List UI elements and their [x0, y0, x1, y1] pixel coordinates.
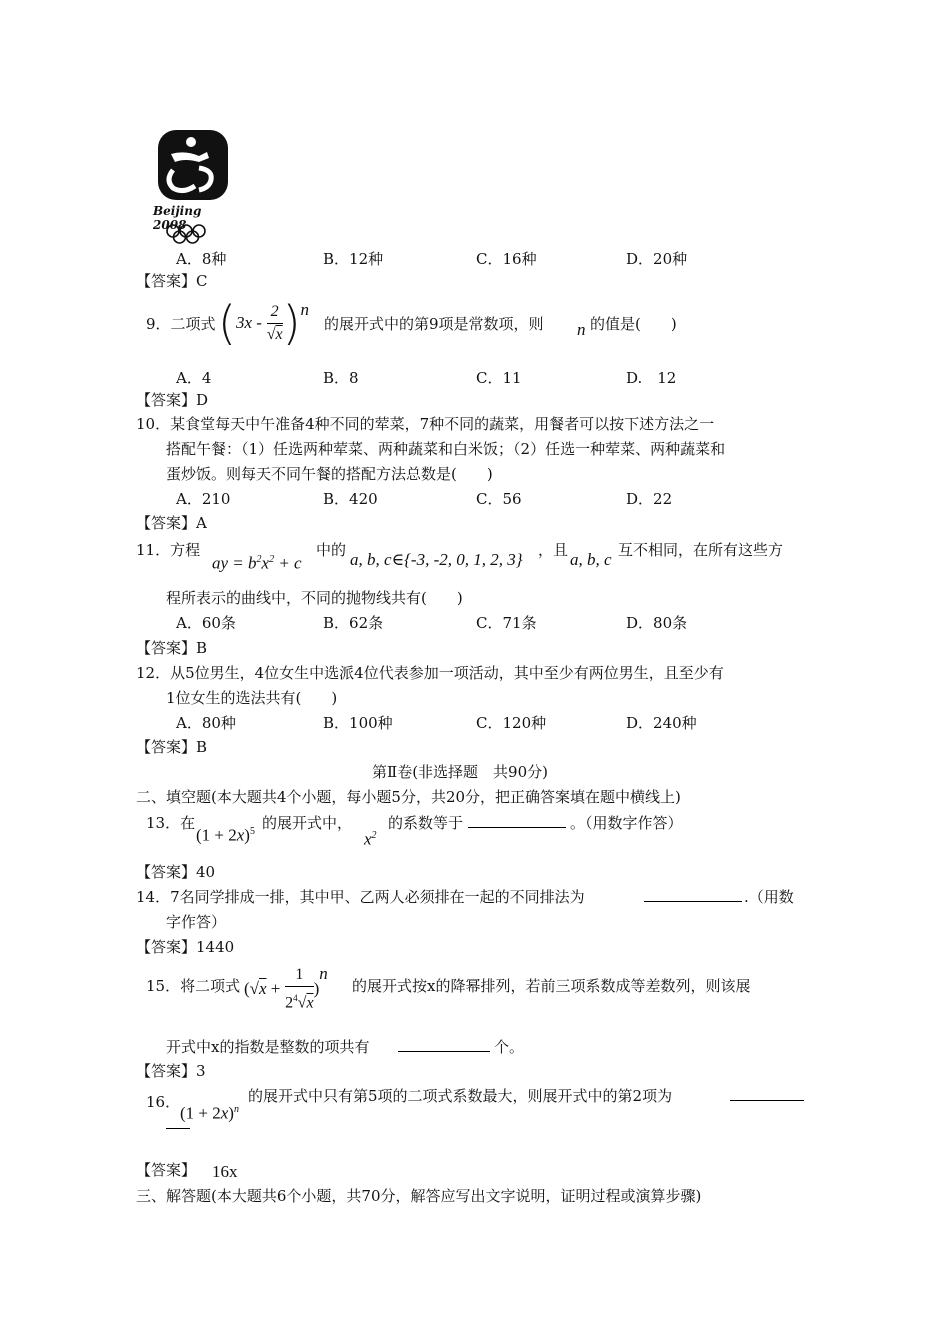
q10-option-a: A．210	[176, 490, 231, 508]
q11-mid: 中的	[316, 541, 347, 559]
q11-answer: 【答案】B	[136, 639, 208, 657]
q12-answer: 【答案】B	[136, 738, 208, 756]
q10-option-b: B．420	[323, 490, 378, 508]
q9-option-a: A．4	[176, 369, 212, 387]
q15-blank	[398, 1037, 490, 1057]
q13-tail: 的系数等于	[388, 814, 464, 832]
q13-answer: 【答案】40	[136, 863, 216, 881]
section-2-title: 第Ⅱ卷(非选择题 共90分)	[372, 763, 548, 781]
q11-equation: ay = $b^2x^2 + c$	[212, 553, 302, 573]
q9-answer: 【答案】D	[136, 391, 209, 409]
q10-option-c: C．56	[476, 490, 522, 508]
q12-option-c: C．120种	[476, 714, 547, 732]
q9-binomial-formula: (3x - $\frac{2}{√x}$ )$^n$	[218, 296, 310, 350]
q16-binomial: $(1 + 2x)^n$	[180, 1103, 239, 1123]
q13-x-squared: $x^2$	[364, 829, 377, 849]
q15-binomial-formula: (√x + $\frac{1}{2^4√x}$ )$^n$	[244, 964, 328, 1012]
q11-option-a: A．60条	[176, 614, 236, 632]
q16-prefix: 16．	[146, 1093, 181, 1111]
q8-option-a: A．8种	[176, 250, 227, 268]
q12-option-d: D．240种	[626, 714, 697, 732]
q13-binomial: $(1 + 2x)^5$	[196, 825, 255, 845]
q9-option-b: B．8	[323, 369, 359, 387]
q10-line-3: 蛋炒饭。则每天不同午餐的搭配方法总数是( )	[166, 465, 493, 483]
q16-blank-line-2	[166, 1114, 190, 1134]
q8-option-b: B．12种	[323, 250, 384, 268]
q14-end: .（用数	[744, 888, 794, 906]
beijing-2008-logo	[155, 128, 233, 246]
q16-tail: 的展开式中只有第5项的二项式系数最大，则展开式中的第2项为	[248, 1087, 673, 1105]
q13-prefix: 13．在	[146, 814, 196, 832]
q13-blank	[468, 813, 566, 833]
q9-prefix: 9．二项式	[146, 315, 216, 333]
q14-line-2: 字作答）	[166, 913, 227, 931]
q10-line-1: 10．某食堂每天中午准备4种不同的荤菜，7种不同的蔬菜，用餐者可以按下述方法之一	[136, 415, 715, 433]
q9-option-d: D. 12	[626, 369, 677, 387]
q8-answer: 【答案】C	[136, 272, 208, 290]
logo-text: Beijing 2008	[153, 204, 202, 232]
q9-var-n: n	[577, 320, 586, 339]
q13-end: 。（用数字作答）	[570, 814, 683, 832]
q9-tail: 的值是( )	[590, 315, 677, 333]
q11-set: a, b, c∈{-3, -2, 0, 1, 2, 3}	[350, 550, 523, 569]
q11-tail: 互不相同，在所有这些方	[618, 541, 784, 559]
q15-line-2b: 个。	[494, 1038, 525, 1056]
q12-option-b: B．100种	[323, 714, 393, 732]
q16-answer-label: 【答案】	[136, 1161, 197, 1179]
q11-line-2: 程所表示的曲线中，不同的抛物线共有( )	[166, 589, 463, 607]
q9-text: 的展开式中的第9项是常数项，则	[324, 315, 544, 333]
q11-prefix: 11．方程	[136, 541, 201, 559]
q14-blank	[644, 887, 742, 907]
q12-line-2: 1位女生的选法共有( )	[166, 689, 338, 707]
q8-option-d: D．20种	[626, 250, 688, 268]
q9-option-c: C．11	[476, 369, 522, 387]
q15-line-2a: 开式中x的指数是整数的项共有	[166, 1038, 370, 1056]
q11-option-c: C．71条	[476, 614, 537, 632]
q16-blank-line-1	[730, 1086, 804, 1106]
q15-answer: 【答案】3	[136, 1062, 206, 1080]
q11-option-b: B．62条	[323, 614, 384, 632]
q10-line-2: 搭配午餐：（1）任选两种荤菜、两种蔬菜和白米饭；（2）任选一种荤菜、两种蔬菜和	[166, 440, 726, 458]
q8-option-c: C．16种	[476, 250, 537, 268]
q10-option-d: D．22	[626, 490, 673, 508]
q15-tail: 的展开式按x的降幂排列，若前三项系数成等差数列，则该展	[352, 977, 751, 995]
q11-option-d: D．80条	[626, 614, 688, 632]
q10-answer: 【答案】A	[136, 514, 207, 532]
q12-line-1: 12．从5位男生，4位女生中选派4位代表参加一项活动，其中至少有两位男生，且至少有	[136, 664, 724, 682]
q14-answer: 【答案】1440	[136, 938, 235, 956]
q14-line-1: 14．7名同学排成一排，其中甲、乙两人必须排在一起的不同排法为	[136, 888, 585, 906]
q15-prefix: 15．将二项式	[146, 977, 241, 995]
q13-mid: 的展开式中，	[262, 814, 353, 832]
q11-vars: a, b, c	[570, 550, 612, 569]
q12-option-a: A．80种	[176, 714, 236, 732]
q16-answer-value: 16x	[212, 1162, 238, 1181]
section-3-desc: 三、解答题(本大题共6个小题，共70分，解答应写出文字说明，证明过程或演算步骤)	[136, 1187, 702, 1205]
q11-mid2: ，且	[538, 541, 569, 559]
section-2-desc: 二、填空题(本大题共4个小题，每小题5分，共20分，把正确答案填在题中横线上)	[136, 788, 681, 806]
